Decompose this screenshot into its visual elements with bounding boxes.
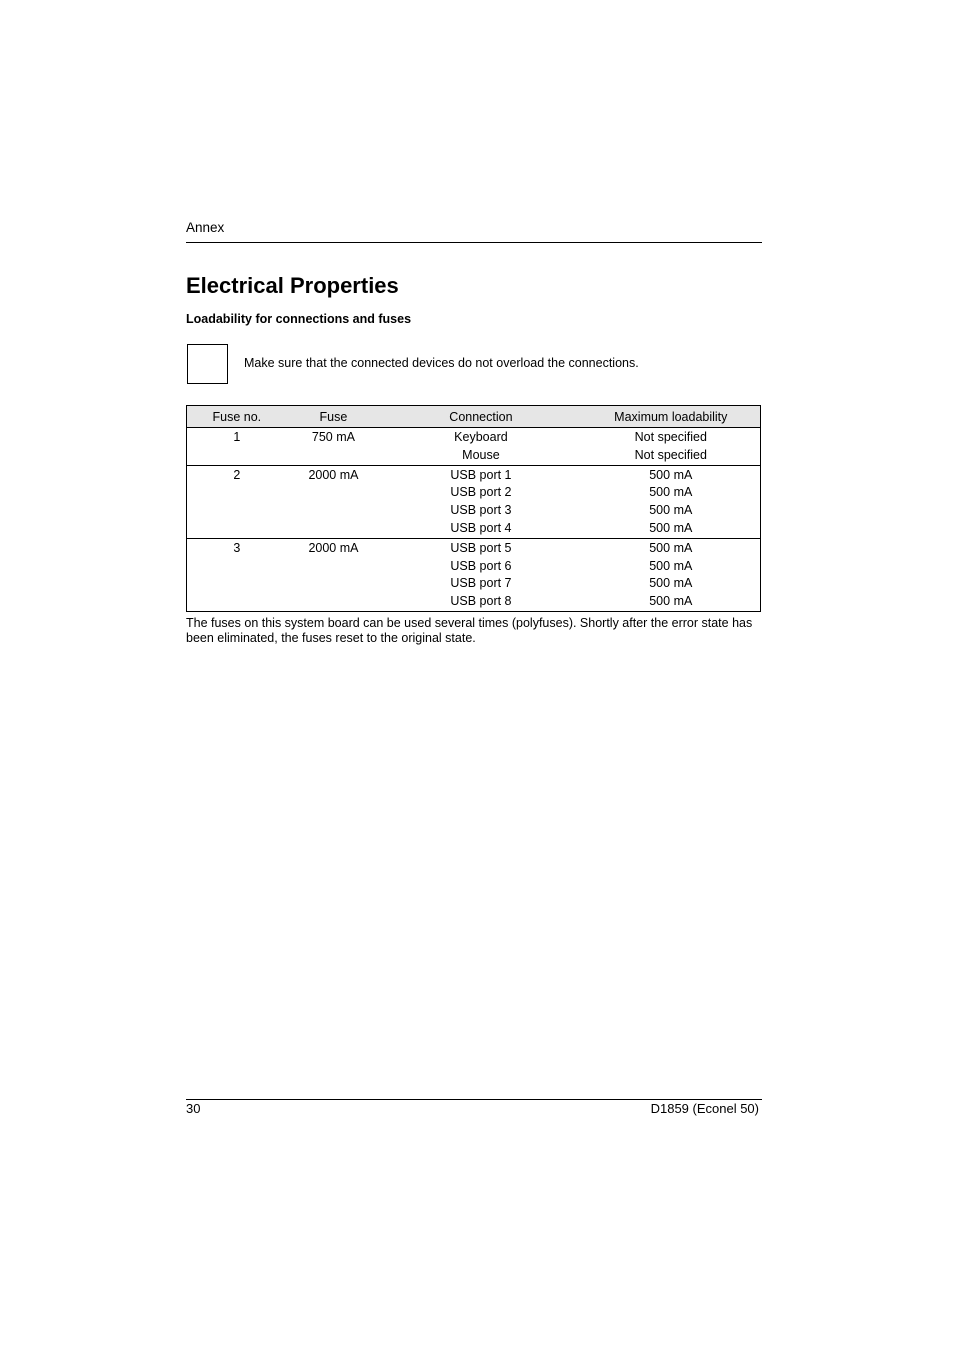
fuse-cell: 750 mA	[287, 428, 381, 447]
max-loadability-cell: 500 mA	[649, 503, 693, 518]
fuse-no-cell: 2	[187, 465, 287, 484]
running-header: Annex	[186, 220, 225, 235]
header-divider	[186, 242, 762, 243]
table-row	[187, 520, 761, 538]
connection-cell: USB port 1	[380, 465, 581, 484]
table-row	[187, 575, 761, 593]
document-id: D1859 (Econel 50)	[650, 1101, 759, 1116]
connection-cell: Mouse	[462, 447, 500, 462]
fuse-no-cell: 1	[187, 428, 287, 447]
max-loadability-cell: 500 mA	[649, 594, 693, 609]
column-header-fuse-no: Fuse no.	[187, 406, 287, 428]
table-header-row	[187, 406, 761, 428]
table-row	[187, 593, 761, 611]
column-header-maximum-loadability: Maximum loadability	[582, 406, 761, 428]
max-loadability-cell: 500 mA	[649, 576, 693, 591]
table-row	[187, 484, 761, 502]
connection-cell: Keyboard	[380, 428, 581, 447]
body-paragraph: The fuses on this system board can be used several times (polyfuses). Shortly after the error state has been eliminated, the fuses reset to the original state.	[186, 616, 753, 645]
fuse-no-cell: 3	[187, 538, 287, 557]
fuse-cell: 2000 mA	[287, 538, 381, 557]
table-row	[187, 558, 761, 576]
connection-cell: USB port 8	[450, 594, 512, 609]
table-row	[187, 502, 761, 520]
page-number: 30	[186, 1101, 201, 1116]
fuse-cell: 2000 mA	[287, 465, 381, 484]
connection-cell: USB port 2	[450, 485, 512, 500]
table-row	[187, 428, 761, 447]
connection-cell: USB port 5	[380, 538, 581, 557]
column-header-connection: Connection	[380, 406, 581, 428]
max-loadability-cell: 500 mA	[582, 465, 761, 484]
column-header-fuse: Fuse	[287, 406, 381, 428]
table-row	[187, 538, 761, 557]
max-loadability-cell: 500 mA	[649, 485, 693, 500]
fuse-table	[186, 405, 761, 612]
table-row	[187, 447, 761, 465]
max-loadability-cell: 500 mA	[582, 538, 761, 557]
max-loadability-cell: Not specified	[634, 447, 707, 462]
note-text: Make sure that the connected devices do not overload the connections.	[244, 356, 639, 370]
max-loadability-cell: 500 mA	[649, 520, 693, 535]
max-loadability-cell: 500 mA	[649, 558, 693, 573]
section-heading: Loadability for connections and fuses	[186, 312, 412, 326]
note-icon	[187, 344, 228, 384]
table-row	[187, 465, 761, 484]
connection-cell: USB port 7	[450, 576, 512, 591]
connection-cell: USB port 3	[450, 503, 512, 518]
page-title: Electrical Properties	[186, 273, 399, 298]
max-loadability-cell: Not specified	[582, 428, 761, 447]
footer-divider	[186, 1099, 762, 1100]
connection-cell: USB port 4	[450, 520, 512, 535]
connection-cell: USB port 6	[450, 558, 512, 573]
